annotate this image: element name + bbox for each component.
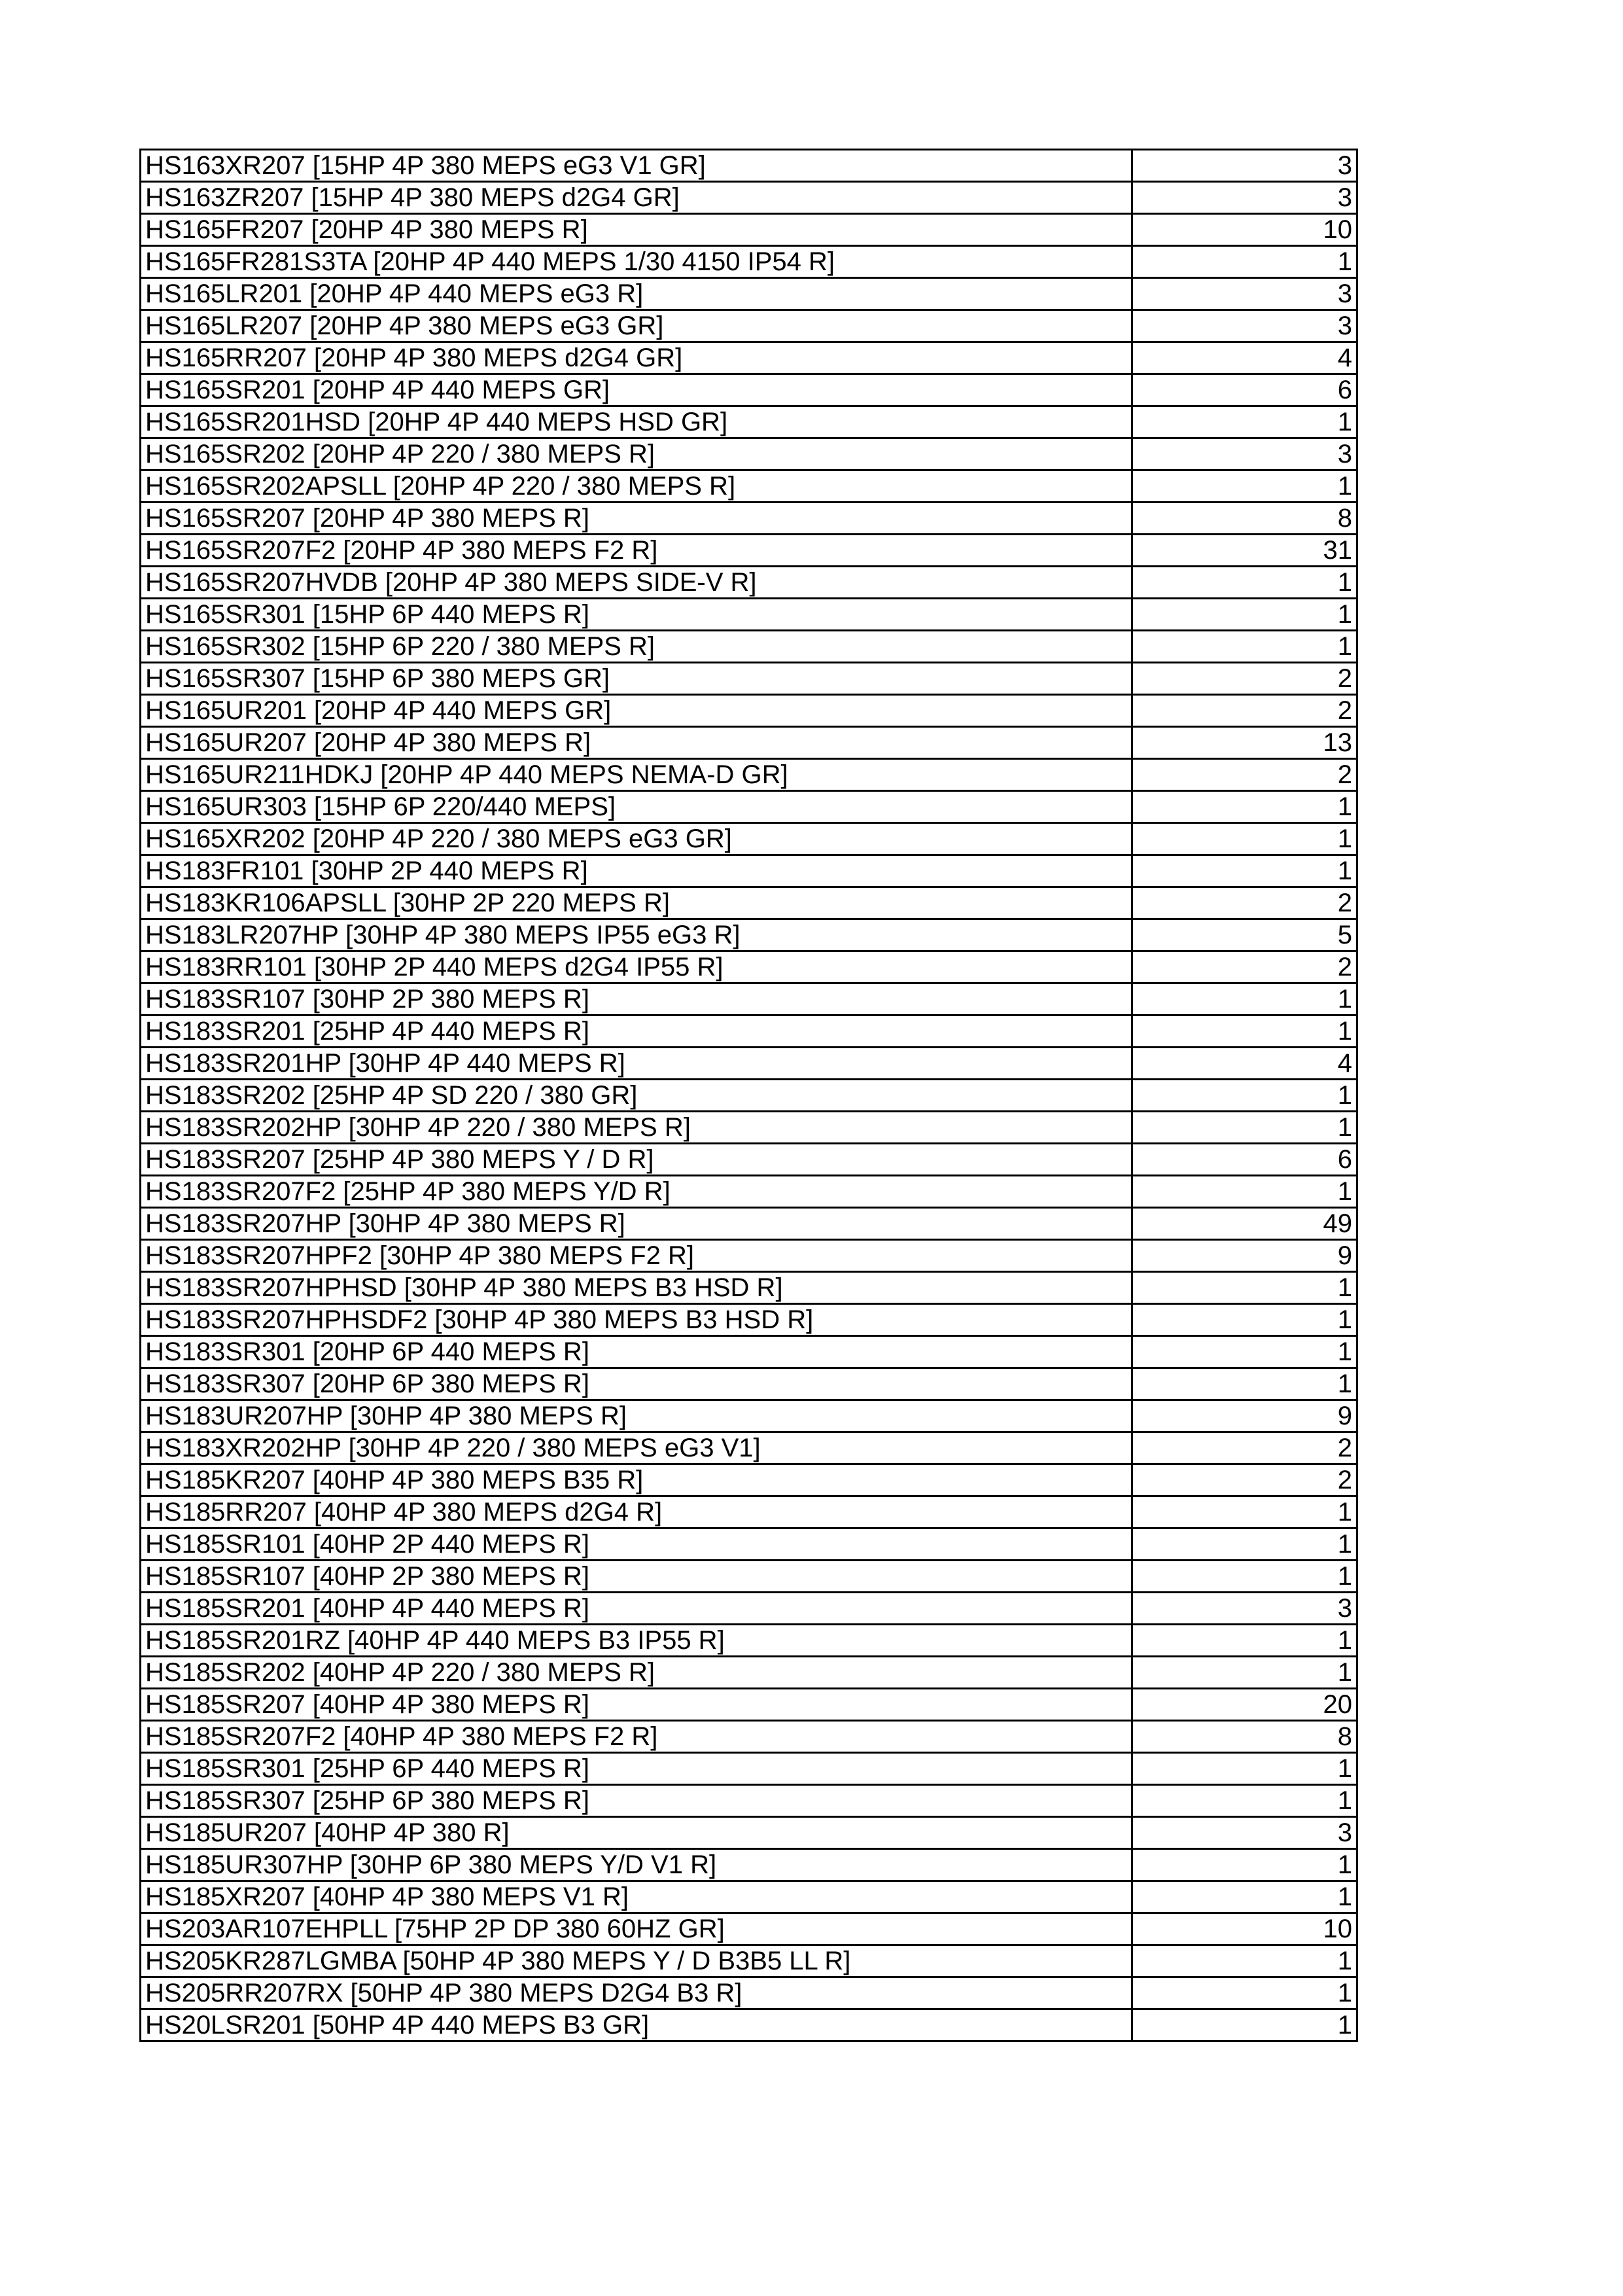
product-description-cell: HS205KR287LGMBA [50HP 4P 380 MEPS Y / D B3B5 LL R] [141, 1945, 1132, 1977]
quantity-cell: 1 [1132, 406, 1357, 438]
quantity-cell: 6 [1132, 1144, 1357, 1176]
product-description-cell: HS163ZR207 [15HP 4P 380 MEPS d2G4 GR] [141, 182, 1132, 214]
quantity-cell: 20 [1132, 1689, 1357, 1721]
table-row [141, 1464, 1357, 1496]
quantity-cell: 5 [1132, 919, 1357, 951]
table-row [141, 663, 1357, 695]
table-row [141, 1176, 1357, 1208]
table-row [141, 150, 1357, 182]
quantity-cell: 4 [1132, 342, 1357, 374]
table-row [141, 1593, 1357, 1625]
quantity-cell: 3 [1132, 310, 1357, 342]
table-row [141, 983, 1357, 1016]
quantity-cell: 1 [1132, 1176, 1357, 1208]
table-row [141, 1304, 1357, 1336]
product-description-cell: HS165UR211HDKJ [20HP 4P 440 MEPS NEMA-D GR] [141, 759, 1132, 791]
product-description-cell: HS183LR207HP [30HP 4P 380 MEPS IP55 eG3 R] [141, 919, 1132, 951]
product-description-cell: HS165SR301 [15HP 6P 440 MEPS R] [141, 599, 1132, 631]
quantity-cell: 9 [1132, 1400, 1357, 1432]
table-row [141, 759, 1357, 791]
table-row [141, 438, 1357, 470]
quantity-cell: 6 [1132, 374, 1357, 406]
product-description-cell: HS20LSR201 [50HP 4P 440 MEPS B3 GR] [141, 2009, 1132, 2041]
table-row [141, 951, 1357, 983]
quantity-cell: 10 [1132, 1913, 1357, 1945]
table-row [141, 919, 1357, 951]
quantity-cell: 1 [1132, 1496, 1357, 1528]
product-description-cell: HS183SR207 [25HP 4P 380 MEPS Y / D R] [141, 1144, 1132, 1176]
table-row [141, 1368, 1357, 1400]
quantity-cell: 3 [1132, 278, 1357, 310]
quantity-cell: 1 [1132, 1368, 1357, 1400]
table-row [141, 278, 1357, 310]
table-row [141, 1881, 1357, 1913]
table-row [141, 631, 1357, 663]
product-description-cell: HS165SR307 [15HP 6P 380 MEPS GR] [141, 663, 1132, 695]
quantity-cell: 1 [1132, 1977, 1357, 2009]
table-row [141, 1817, 1357, 1849]
quantity-cell: 1 [1132, 599, 1357, 631]
quantity-cell: 1 [1132, 1561, 1357, 1593]
quantity-cell: 2 [1132, 1464, 1357, 1496]
product-description-cell: HS185KR207 [40HP 4P 380 MEPS B35 R] [141, 1464, 1132, 1496]
product-description-cell: HS183SR207HPHSD [30HP 4P 380 MEPS B3 HSD R] [141, 1272, 1132, 1304]
quantity-cell: 3 [1132, 150, 1357, 182]
quantity-cell: 3 [1132, 438, 1357, 470]
table-row [141, 374, 1357, 406]
quantity-cell: 9 [1132, 1240, 1357, 1272]
product-description-cell: HS165SR207 [20HP 4P 380 MEPS R] [141, 503, 1132, 535]
product-description-cell: HS185SR101 [40HP 2P 440 MEPS R] [141, 1528, 1132, 1561]
table-row [141, 887, 1357, 919]
product-description-cell: HS183SR207HP [30HP 4P 380 MEPS R] [141, 1208, 1132, 1240]
table-row [141, 246, 1357, 278]
quantity-cell: 1 [1132, 246, 1357, 278]
quantity-cell: 1 [1132, 1881, 1357, 1913]
product-description-cell: HS205RR207RX [50HP 4P 380 MEPS D2G4 B3 R] [141, 1977, 1132, 2009]
product-description-cell: HS165SR202 [20HP 4P 220 / 380 MEPS R] [141, 438, 1132, 470]
product-description-cell: HS183UR207HP [30HP 4P 380 MEPS R] [141, 1400, 1132, 1432]
table-row [141, 1913, 1357, 1945]
table-row [141, 214, 1357, 246]
quantity-cell: 13 [1132, 727, 1357, 759]
product-description-cell: HS185RR207 [40HP 4P 380 MEPS d2G4 R] [141, 1496, 1132, 1528]
product-description-cell: HS185SR301 [25HP 6P 440 MEPS R] [141, 1753, 1132, 1785]
product-description-cell: HS165RR207 [20HP 4P 380 MEPS d2G4 GR] [141, 342, 1132, 374]
product-description-cell: HS183SR201 [25HP 4P 440 MEPS R] [141, 1016, 1132, 1048]
table-row [141, 1849, 1357, 1881]
table-row [141, 1496, 1357, 1528]
product-description-cell: HS185SR201 [40HP 4P 440 MEPS R] [141, 1593, 1132, 1625]
quantity-cell: 1 [1132, 1849, 1357, 1881]
table-row [141, 1240, 1357, 1272]
table-row [141, 1689, 1357, 1721]
quantity-cell: 1 [1132, 1304, 1357, 1336]
table-row [141, 1528, 1357, 1561]
quantity-cell: 3 [1132, 182, 1357, 214]
inventory-table [139, 149, 1358, 2042]
table-row [141, 1336, 1357, 1368]
product-description-cell: HS183SR207HPF2 [30HP 4P 380 MEPS F2 R] [141, 1240, 1132, 1272]
product-description-cell: HS165SR201HSD [20HP 4P 440 MEPS HSD GR] [141, 406, 1132, 438]
table-row [141, 855, 1357, 887]
product-description-cell: HS183SR207F2 [25HP 4P 380 MEPS Y/D R] [141, 1176, 1132, 1208]
table-row [141, 1432, 1357, 1464]
table-row [141, 1208, 1357, 1240]
table-row [141, 1144, 1357, 1176]
quantity-cell: 1 [1132, 631, 1357, 663]
quantity-cell: 1 [1132, 855, 1357, 887]
table-row [141, 503, 1357, 535]
quantity-cell: 3 [1132, 1593, 1357, 1625]
product-description-cell: HS165FR281S3TA [20HP 4P 440 MEPS 1/30 4150 IP54 R] [141, 246, 1132, 278]
table-row [141, 2009, 1357, 2041]
quantity-cell: 1 [1132, 1785, 1357, 1817]
inventory-table-body [141, 150, 1357, 2041]
product-description-cell: HS183SR202HP [30HP 4P 220 / 380 MEPS R] [141, 1112, 1132, 1144]
table-row [141, 1016, 1357, 1048]
quantity-cell: 2 [1132, 759, 1357, 791]
product-description-cell: HS183SR207HPHSDF2 [30HP 4P 380 MEPS B3 HSD R] [141, 1304, 1132, 1336]
quantity-cell: 1 [1132, 983, 1357, 1016]
product-description-cell: HS183XR202HP [30HP 4P 220 / 380 MEPS eG3 V1] [141, 1432, 1132, 1464]
table-row [141, 470, 1357, 503]
product-description-cell: HS185SR107 [40HP 2P 380 MEPS R] [141, 1561, 1132, 1593]
quantity-cell: 1 [1132, 1112, 1357, 1144]
product-description-cell: HS183FR101 [30HP 2P 440 MEPS R] [141, 855, 1132, 887]
quantity-cell: 1 [1132, 823, 1357, 855]
product-description-cell: HS165XR202 [20HP 4P 220 / 380 MEPS eG3 GR] [141, 823, 1132, 855]
quantity-cell: 1 [1132, 1657, 1357, 1689]
product-description-cell: HS183SR301 [20HP 6P 440 MEPS R] [141, 1336, 1132, 1368]
table-row [141, 1080, 1357, 1112]
quantity-cell: 10 [1132, 214, 1357, 246]
quantity-cell: 1 [1132, 1080, 1357, 1112]
product-description-cell: HS185SR201RZ [40HP 4P 440 MEPS B3 IP55 R] [141, 1625, 1132, 1657]
table-row [141, 599, 1357, 631]
product-description-cell: HS165SR207HVDB [20HP 4P 380 MEPS SIDE-V R] [141, 567, 1132, 599]
table-row [141, 1657, 1357, 1689]
quantity-cell: 1 [1132, 1336, 1357, 1368]
product-description-cell: HS183SR201HP [30HP 4P 440 MEPS R] [141, 1048, 1132, 1080]
table-row [141, 406, 1357, 438]
product-description-cell: HS183SR202 [25HP 4P SD 220 / 380 GR] [141, 1080, 1132, 1112]
quantity-cell: 1 [1132, 1528, 1357, 1561]
product-description-cell: HS165UR303 [15HP 6P 220/440 MEPS] [141, 791, 1132, 823]
table-row [141, 535, 1357, 567]
product-description-cell: HS165SR202APSLL [20HP 4P 220 / 380 MEPS R] [141, 470, 1132, 503]
quantity-cell: 1 [1132, 1945, 1357, 1977]
table-row [141, 1561, 1357, 1593]
quantity-cell: 1 [1132, 1272, 1357, 1304]
table-row [141, 1048, 1357, 1080]
table-row [141, 1721, 1357, 1753]
product-description-cell: HS165LR201 [20HP 4P 440 MEPS eG3 R] [141, 278, 1132, 310]
product-description-cell: HS165SR207F2 [20HP 4P 380 MEPS F2 R] [141, 535, 1132, 567]
quantity-cell: 1 [1132, 1016, 1357, 1048]
product-description-cell: HS165UR207 [20HP 4P 380 MEPS R] [141, 727, 1132, 759]
product-description-cell: HS165FR207 [20HP 4P 380 MEPS R] [141, 214, 1132, 246]
table-row [141, 310, 1357, 342]
quantity-cell: 2 [1132, 951, 1357, 983]
product-description-cell: HS183SR307 [20HP 6P 380 MEPS R] [141, 1368, 1132, 1400]
product-description-cell: HS185SR207 [40HP 4P 380 MEPS R] [141, 1689, 1132, 1721]
product-description-cell: HS165UR201 [20HP 4P 440 MEPS GR] [141, 695, 1132, 727]
product-description-cell: HS203AR107EHPLL [75HP 2P DP 380 60HZ GR] [141, 1913, 1132, 1945]
table-row [141, 1272, 1357, 1304]
quantity-cell: 2 [1132, 663, 1357, 695]
product-description-cell: HS165LR207 [20HP 4P 380 MEPS eG3 GR] [141, 310, 1132, 342]
quantity-cell: 1 [1132, 1753, 1357, 1785]
table-row [141, 1112, 1357, 1144]
quantity-cell: 1 [1132, 2009, 1357, 2041]
table-row [141, 695, 1357, 727]
product-description-cell: HS183RR101 [30HP 2P 440 MEPS d2G4 IP55 R] [141, 951, 1132, 983]
quantity-cell: 8 [1132, 1721, 1357, 1753]
table-row [141, 182, 1357, 214]
quantity-cell: 1 [1132, 791, 1357, 823]
table-row [141, 1400, 1357, 1432]
table-row [141, 791, 1357, 823]
table-row [141, 1977, 1357, 2009]
table-row [141, 823, 1357, 855]
product-description-cell: HS163XR207 [15HP 4P 380 MEPS eG3 V1 GR] [141, 150, 1132, 182]
table-row [141, 1785, 1357, 1817]
quantity-cell: 8 [1132, 503, 1357, 535]
quantity-cell: 3 [1132, 1817, 1357, 1849]
quantity-cell: 2 [1132, 1432, 1357, 1464]
product-description-cell: HS165SR201 [20HP 4P 440 MEPS GR] [141, 374, 1132, 406]
table-row [141, 727, 1357, 759]
product-description-cell: HS185SR207F2 [40HP 4P 380 MEPS F2 R] [141, 1721, 1132, 1753]
quantity-cell: 1 [1132, 470, 1357, 503]
quantity-cell: 2 [1132, 887, 1357, 919]
table-row [141, 1753, 1357, 1785]
quantity-cell: 31 [1132, 535, 1357, 567]
table-row [141, 567, 1357, 599]
quantity-cell: 1 [1132, 1625, 1357, 1657]
table-row [141, 1625, 1357, 1657]
quantity-cell: 49 [1132, 1208, 1357, 1240]
product-description-cell: HS185XR207 [40HP 4P 380 MEPS V1 R] [141, 1881, 1132, 1913]
product-description-cell: HS185UR207 [40HP 4P 380 R] [141, 1817, 1132, 1849]
table-row [141, 1945, 1357, 1977]
product-description-cell: HS183SR107 [30HP 2P 380 MEPS R] [141, 983, 1132, 1016]
quantity-cell: 1 [1132, 567, 1357, 599]
product-description-cell: HS183KR106APSLL [30HP 2P 220 MEPS R] [141, 887, 1132, 919]
quantity-cell: 4 [1132, 1048, 1357, 1080]
table-row [141, 342, 1357, 374]
product-description-cell: HS185UR307HP [30HP 6P 380 MEPS Y/D V1 R] [141, 1849, 1132, 1881]
product-description-cell: HS165SR302 [15HP 6P 220 / 380 MEPS R] [141, 631, 1132, 663]
quantity-cell: 2 [1132, 695, 1357, 727]
product-description-cell: HS185SR202 [40HP 4P 220 / 380 MEPS R] [141, 1657, 1132, 1689]
product-description-cell: HS185SR307 [25HP 6P 380 MEPS R] [141, 1785, 1132, 1817]
